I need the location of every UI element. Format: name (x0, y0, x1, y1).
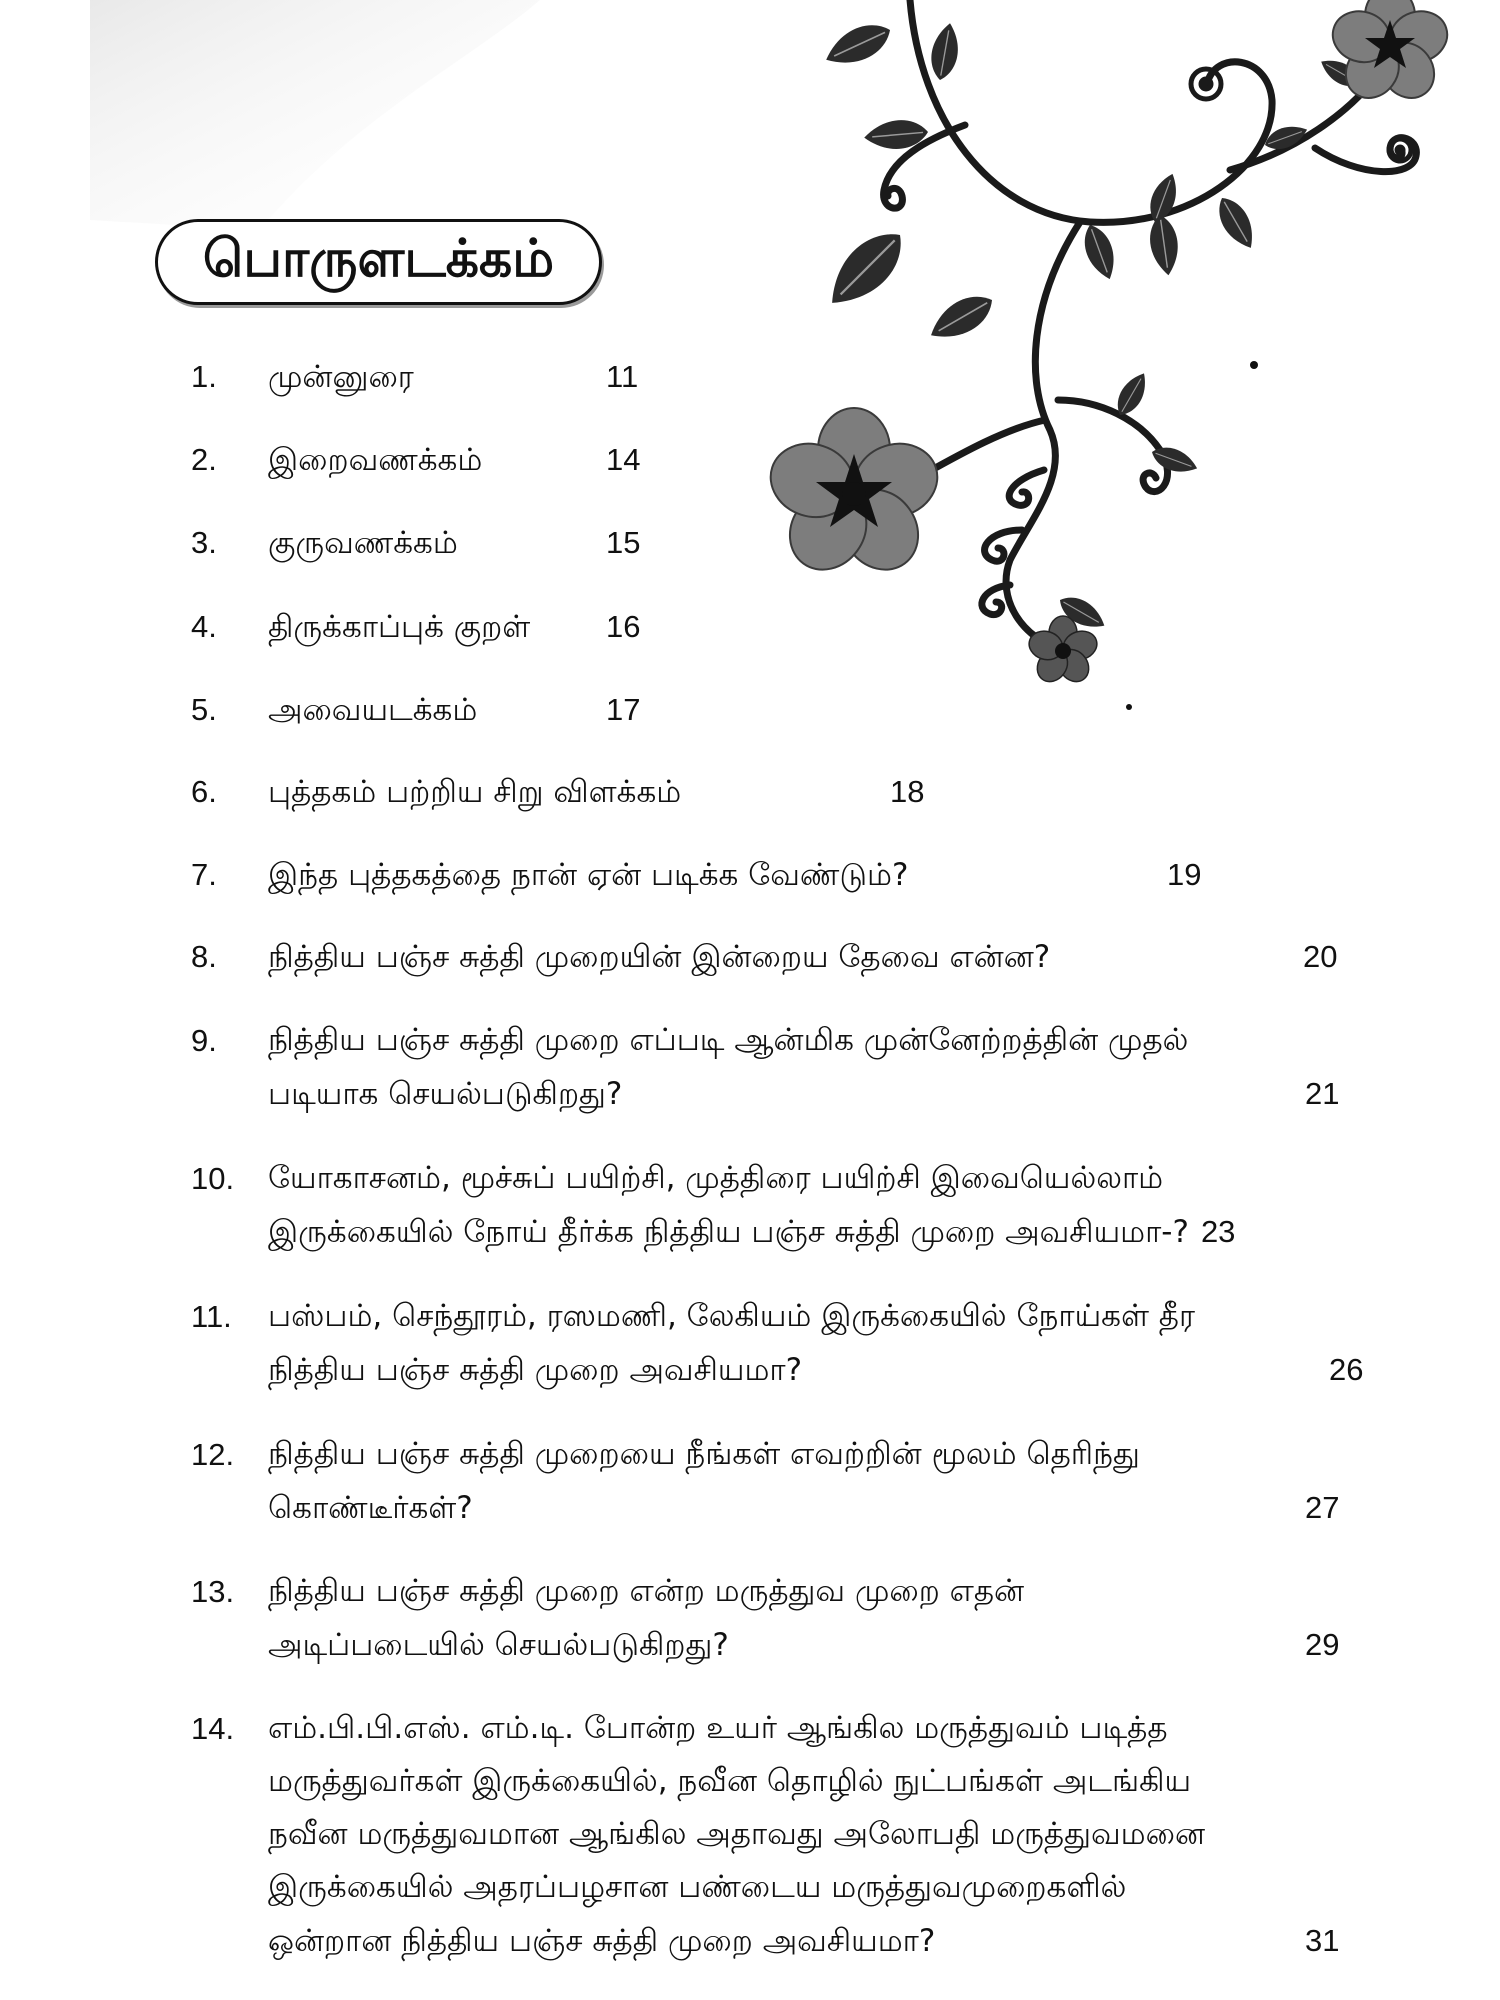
entry-line (268, 765, 1458, 819)
entry-title: இந்த புத்தகத்தை நான் ஏன் படிக்க வேண்டும்? (268, 857, 909, 893)
entry-page-number: 18 (890, 774, 925, 809)
entry-line (268, 683, 1458, 737)
entry-page-number: 31 (1305, 1923, 1340, 1958)
entry-page-number: 15 (606, 525, 641, 560)
entry-body (268, 1014, 1458, 1121)
entry-line (268, 848, 1458, 902)
entry-body (268, 683, 1458, 737)
entry-title-line: நவீன மருத்துவமான ஆங்கில அதாவது அலோபதி மருத்துவமனை (268, 1816, 1206, 1852)
entry-body (268, 1702, 1458, 1968)
leaf-ornament (817, 220, 915, 318)
entry-number: 7. (191, 857, 217, 892)
entry-title-line: யோகாசனம், மூச்சுப் பயிற்சி, முத்திரை பயிற்சி இவையெல்லாம் (268, 1160, 1164, 1196)
entry-page-number: 17 (606, 692, 641, 727)
entry-page-number: 16 (606, 609, 641, 644)
entry-body (268, 1152, 1458, 1259)
entry-number: 8. (191, 939, 217, 974)
entry-title-line: எம்.பி.பி.எஸ். எம்.டி. போன்ற உயர் ஆங்கில மருத்துவம் படித்த (268, 1710, 1168, 1746)
entry-body (268, 516, 1458, 570)
background-swoosh (90, 0, 610, 240)
entry-line (268, 1067, 1458, 1121)
entry-line (268, 1428, 1458, 1481)
entry-title: புத்தகம் பற்றிய சிறு விளக்கம் (268, 774, 682, 810)
page-title: பொருளடக்கம் (155, 219, 602, 305)
entry-page-number: 26 (1329, 1352, 1364, 1387)
entry-number: 11. (191, 1299, 232, 1334)
entry-page-number: 21 (1305, 1076, 1340, 1111)
top-flower-ornament (1326, 0, 1454, 108)
entry-line (268, 1152, 1458, 1205)
entry-title: முன்னுரை (268, 359, 414, 395)
entry-title-line: நித்திய பஞ்ச சுத்தி முறையை நீங்கள் எவற்றின் மூலம் தெரிந்து (268, 1436, 1140, 1472)
entry-number: 1. (191, 359, 217, 394)
entry-body (268, 1428, 1458, 1535)
entry-title-line: படியாக செயல்படுகிறது? (268, 1076, 623, 1112)
entry-line (268, 516, 1458, 570)
entry-line (268, 433, 1458, 487)
entry-number: 3. (191, 525, 217, 560)
entry-line (268, 1861, 1458, 1914)
entry-number: 9. (191, 1023, 217, 1058)
main-stem (910, 0, 1272, 222)
entry-line (268, 1481, 1458, 1535)
entry-title-line: நித்திய பஞ்ச சுத்தி முறை எப்படி ஆன்மிக முன்னேற்றத்தின் முதல் (268, 1022, 1189, 1058)
entry-line (268, 1755, 1458, 1808)
entry-number: 13. (191, 1574, 235, 1609)
entry-number: 5. (191, 692, 217, 727)
entry-title: குருவணக்கம் (268, 525, 458, 561)
entry-number: 4. (191, 609, 217, 644)
spiral-ornament (1191, 69, 1221, 99)
leaf-ornament (1211, 192, 1262, 255)
entry-line (268, 350, 1458, 404)
entry-title-line: இருக்கையில் நோய் தீர்க்க நித்திய பஞ்ச சுத்தி முறை அவசியமா-? (268, 1214, 1189, 1250)
entry-title: இறைவணக்கம் (268, 442, 483, 478)
entry-number: 6. (191, 774, 217, 809)
entry-title-line: கொண்டீர்கள்? (268, 1490, 473, 1526)
entry-title-line: ஒன்றான நித்திய பஞ்ச சுத்தி முறை அவசியமா? (268, 1923, 936, 1959)
entry-number: 12. (191, 1437, 235, 1472)
entry-body (268, 1290, 1458, 1397)
entry-line (268, 600, 1458, 654)
entry-line (268, 1290, 1458, 1343)
leaf-ornament (927, 21, 962, 82)
entry-page-number: 11 (606, 359, 639, 394)
entry-title-line: அடிப்படையில் செயல்படுகிறது? (268, 1627, 729, 1663)
entry-number: 10. (191, 1161, 235, 1196)
leaf-ornament (923, 286, 1000, 348)
entry-title-line: இருக்கையில் அதரப்பழசான பண்டைய மருத்துவமுறைகளில் (268, 1869, 1127, 1905)
entry-body (268, 1565, 1458, 1672)
entry-page-number: 29 (1305, 1627, 1340, 1662)
leaf-ornament (1078, 221, 1122, 284)
entry-page-number: 20 (1303, 939, 1338, 974)
entry-body (268, 350, 1458, 404)
entry-body (268, 848, 1458, 902)
entry-line (268, 1343, 1458, 1397)
entry-title-line: நித்திய பஞ்ச சுத்தி முறை என்ற மருத்துவ முறை எதன் (268, 1573, 1025, 1609)
entry-page-number: 27 (1305, 1490, 1340, 1525)
entry-body (268, 930, 1458, 984)
entry-body (268, 433, 1458, 487)
entry-number: 2. (191, 442, 217, 477)
entry-page-number: 19 (1167, 857, 1202, 892)
entry-number: 14. (191, 1711, 235, 1746)
entry-line (268, 930, 1458, 984)
entry-page-number: 23 (1200, 1214, 1236, 1249)
leaf-ornament (1147, 213, 1182, 277)
leaf-ornament (820, 16, 897, 74)
entry-body (268, 765, 1458, 819)
entry-body (268, 600, 1458, 654)
entry-line (268, 1618, 1458, 1672)
entry-line (268, 1702, 1458, 1755)
entry-line (268, 1914, 1458, 1968)
entry-line (268, 1205, 1458, 1259)
entry-title: திருக்காப்புக் குறள் (268, 609, 531, 645)
entry-line (268, 1565, 1458, 1618)
entry-title-line: மருத்துவர்கள் இருக்கையில், நவீன தொழில் நுட்பங்கள் அடங்கிய (268, 1763, 1192, 1799)
entry-title-line: நித்திய பஞ்ச சுத்தி முறை அவசியமா? (268, 1352, 803, 1388)
entry-title: நித்திய பஞ்ச சுத்தி முறையின் இன்றைய தேவை என்ன? (268, 939, 1051, 975)
entry-line (268, 1808, 1458, 1861)
entry-page-number: 14 (606, 442, 641, 477)
entry-title: அவையடக்கம் (268, 692, 478, 728)
entry-title-line: பஸ்பம், செந்தூரம், ரஸமணி, லேகியம் இருக்கையில் நோய்கள் தீர (268, 1298, 1196, 1334)
entry-line (268, 1014, 1458, 1067)
